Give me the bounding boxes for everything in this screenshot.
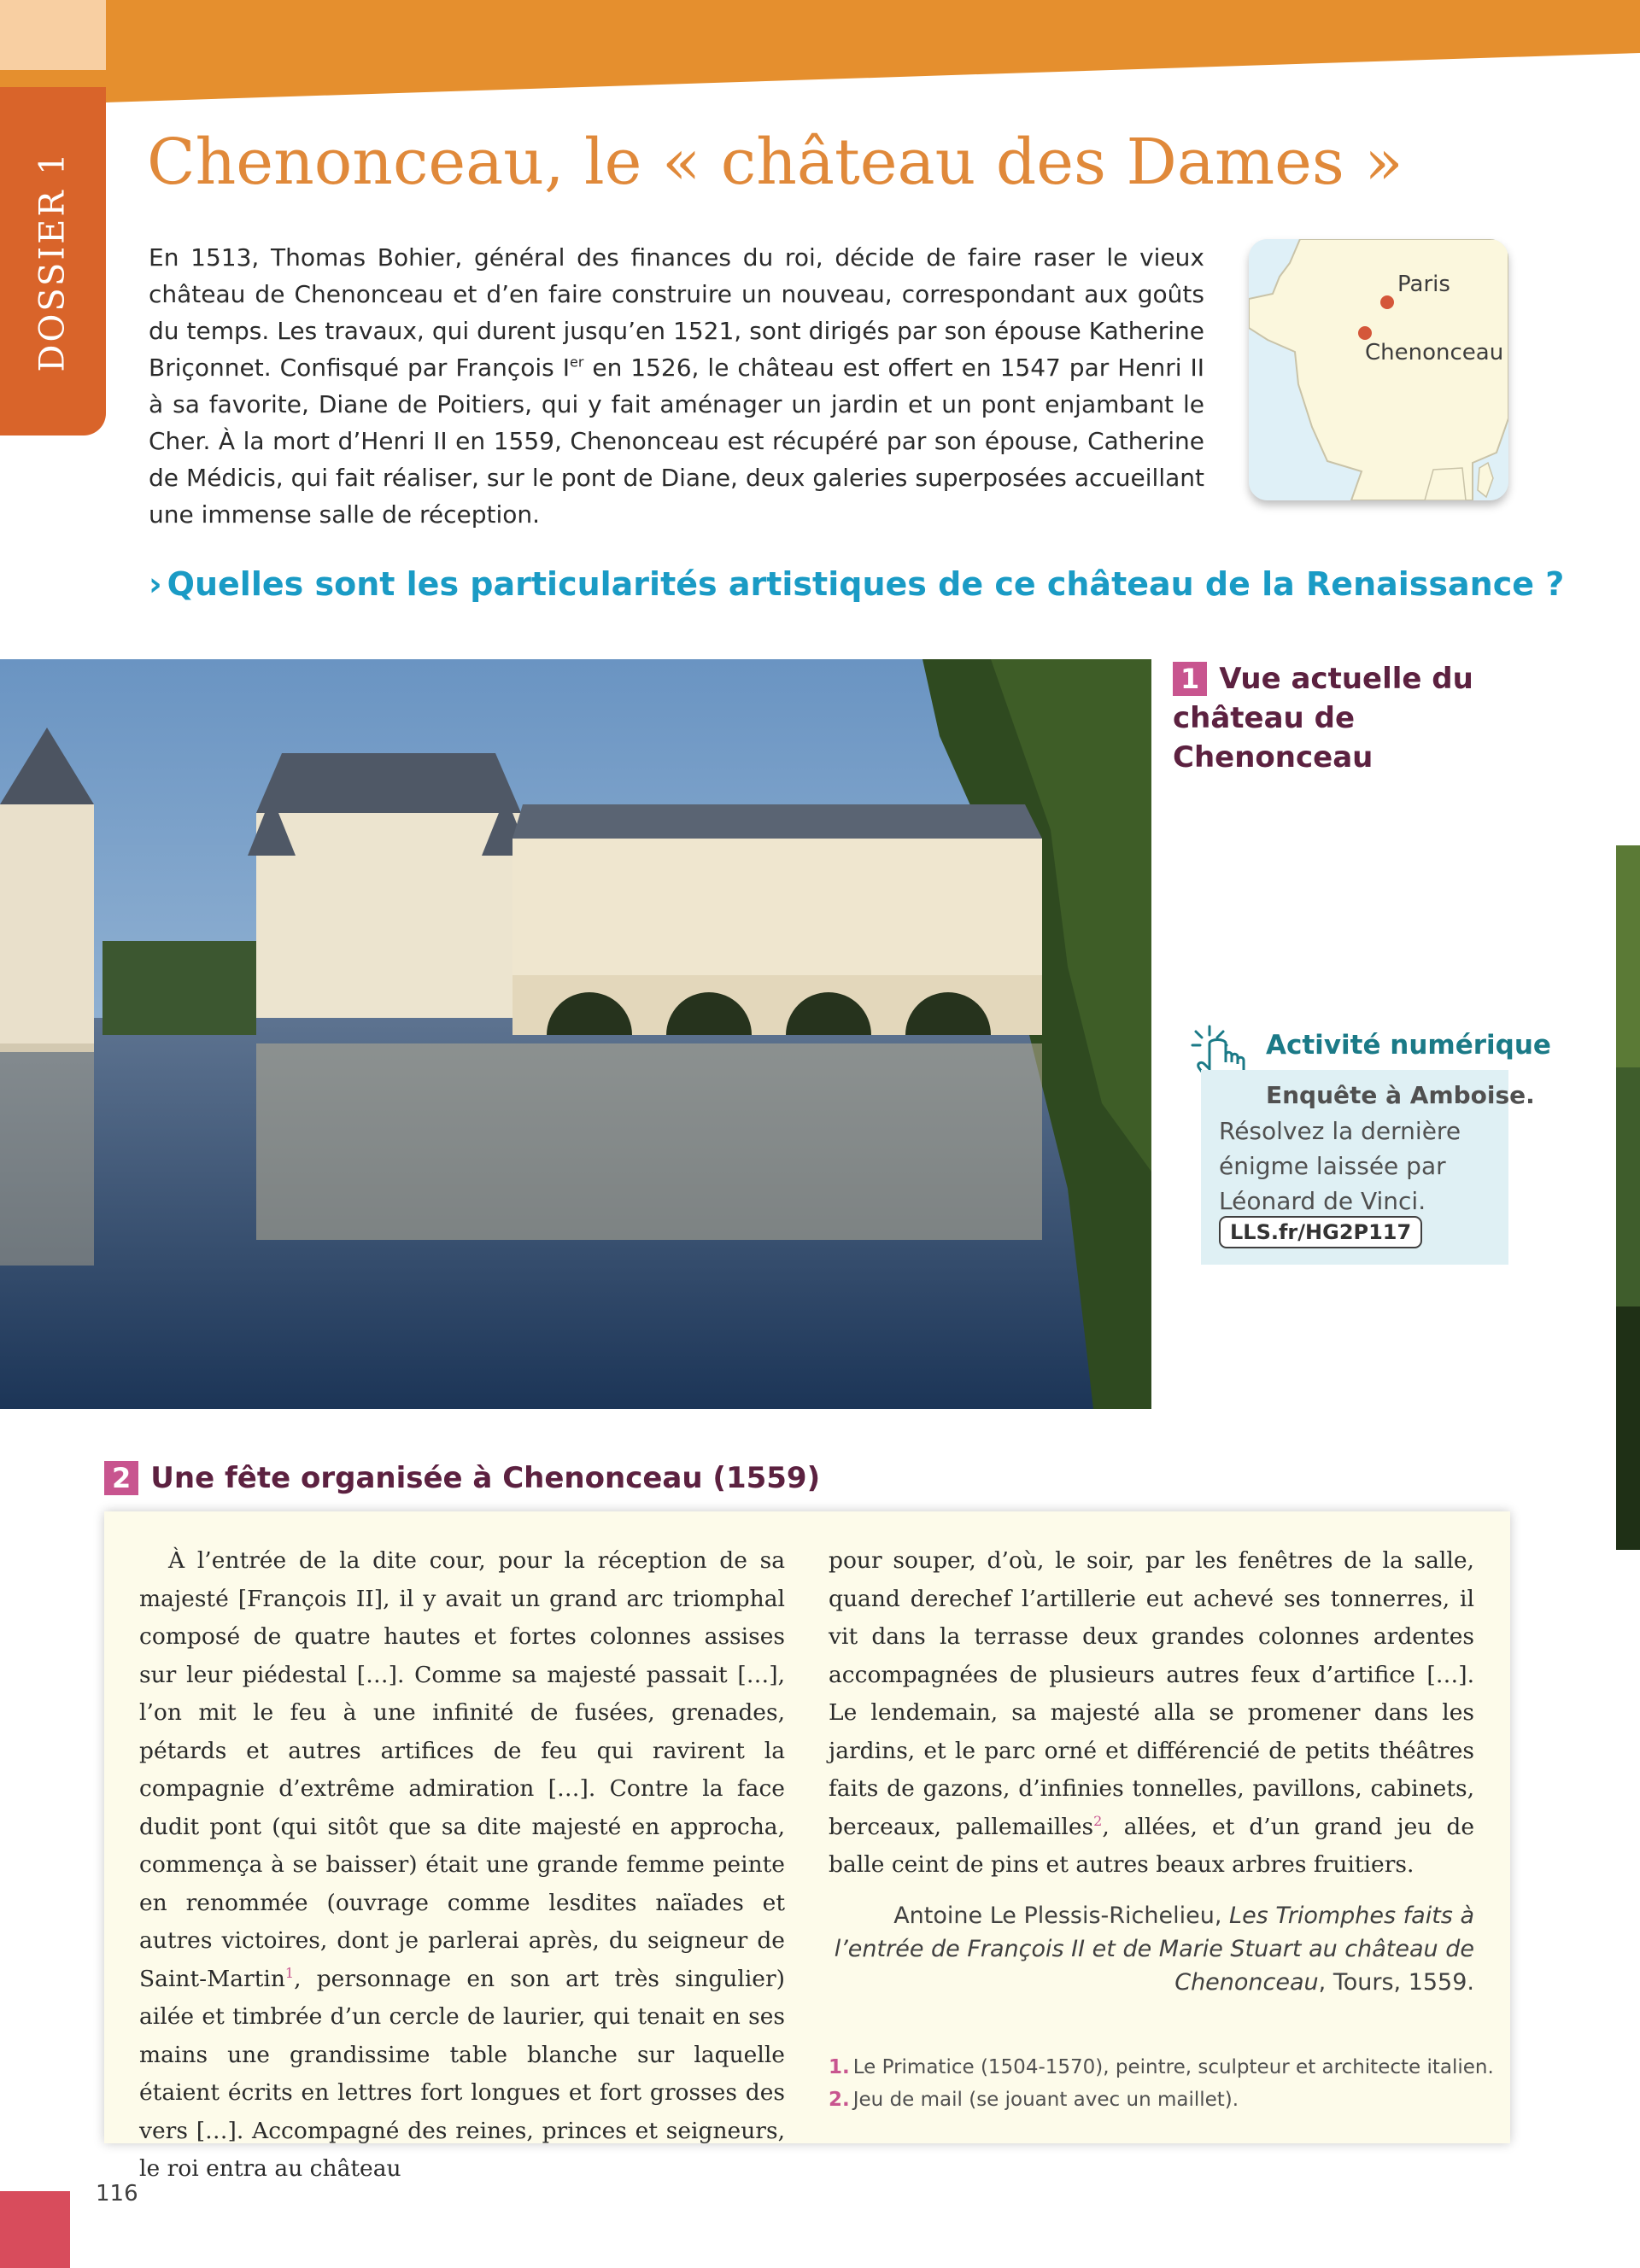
footnote-1-text: Le Primatice (1504-1570), peintre, sculpteur et architecte italien. bbox=[852, 2056, 1494, 2078]
dossier-label-text: DOSSIER 1 bbox=[33, 150, 73, 372]
footnote-2 bbox=[829, 2084, 1503, 2116]
adjacent-page-photo-strip bbox=[1616, 845, 1640, 1550]
doc1-caption-text: Vue actuelle du château de Chenonceau bbox=[1173, 662, 1473, 775]
chevron-right-icon: › bbox=[149, 565, 162, 603]
footnotes bbox=[829, 2051, 1503, 2116]
activity-title: Activité numérique bbox=[1266, 1030, 1551, 1061]
footnote-ref-2: 2 bbox=[1093, 1812, 1103, 1829]
page-number: 116 bbox=[96, 2181, 138, 2207]
doc2-col1-text-a: À l’entrée de la dite cour, pour la réception de sa majesté [François II], il y avait un grand arc triomphal composé de quatre hautes et fortes colonnes assises sur leur piédestal […]. Comme sa majesté passait […], l’on mit le feu à une infinité de fusées, grenades, pétards et autres artifices de feu qui ravirent la compagnie d’extrême admiration […]. Contre la face dudit pont (qui sitôt que sa dite majesté en approcha, commença à se baisser) était une grande femme peinte en renommée (ouvrage comme lesdites naïades et autres victoires, dont je parlerai après, du seigneur de Saint-Martin bbox=[139, 1547, 785, 1992]
doc2-col1-text-b: , personnage en son art très singulier) ailée et timbrée d’un cercle de laurier, qui tenait en ses mains une grandissime table blanche sur laquelle étaient écrits en lettres fort longues et fort grosses des vers […]. Accompagné des reines, princes et seigneurs, le roi entra au château bbox=[139, 1965, 785, 2182]
france-locator-map bbox=[1249, 239, 1508, 500]
activity-subtitle: Enquête à Amboise. bbox=[1266, 1081, 1535, 1109]
citation-author: Antoine Le Plessis-Richelieu, bbox=[893, 1903, 1230, 1929]
doc2-heading-text: Une fête organisée à Chenonceau (1559) bbox=[150, 1461, 821, 1495]
footnote-2-number: 2. bbox=[829, 2089, 850, 2111]
doc2-column-left bbox=[139, 1542, 785, 2189]
question-text: Quelles sont les particularités artistiques de ce château de la Renaissance ? bbox=[167, 565, 1565, 603]
activity-link[interactable]: LLS.fr/HG2P117 bbox=[1219, 1216, 1422, 1248]
page-title: Chenonceau, le « château des Dames » bbox=[147, 126, 1403, 199]
intro-paragraph bbox=[149, 239, 1204, 533]
doc2-citation bbox=[829, 1899, 1474, 1999]
chateau-illustration bbox=[0, 659, 1151, 1409]
france-map-shape bbox=[1249, 239, 1508, 500]
paris-label: Paris bbox=[1397, 272, 1450, 297]
dossier-label bbox=[0, 87, 106, 435]
citation-end: , Tours, 1559. bbox=[1318, 1969, 1474, 1996]
paris-marker bbox=[1380, 295, 1394, 309]
doc1-number-badge: 1 bbox=[1173, 662, 1207, 696]
activity-text: Résolvez la dernière énigme laissée par Léonard de Vinci. bbox=[1219, 1117, 1461, 1215]
top-orange-band bbox=[0, 0, 1640, 102]
citation-work: Les Triomphes faits à l’entrée de François II et de Marie Stuart au château de Chenonceau bbox=[834, 1903, 1474, 1996]
intro-superscript: er bbox=[569, 354, 584, 371]
chenonceau-marker bbox=[1358, 326, 1372, 340]
chenonceau-label: Chenonceau bbox=[1365, 340, 1504, 365]
doc2-column-right bbox=[829, 1542, 1474, 1885]
footnote-1-number: 1. bbox=[829, 2056, 850, 2078]
corner-tab bbox=[0, 0, 106, 70]
intro-text-1: En 1513, Thomas Bohier, général des finances du roi, décide de faire raser le vieux château de Chenonceau et d’en faire construire un nouveau, correspondant aux goûts du temps. Les travaux, qui durent jusqu’en 1521, sont dirigés par son épouse Katherine Briçonnet. Confisqué par François I bbox=[149, 243, 1204, 382]
intro-text-2: en 1526, le château est offert en 1547 par Henri II à sa favorite, Diane de Poitiers, qui y fait aménager un jardin et un pont enjambant le Cher. À la mort d’Henri II en 1559, Chenonceau est récupéré par son épouse, Catherine de Médicis, qui fait réaliser, sur le pont de Diane, deux galeries superposées accueillant une immense salle de réception. bbox=[149, 354, 1205, 529]
doc2-number-badge: 2 bbox=[104, 1461, 138, 1495]
doc2-col2-text-b: , allées, et d’un grand jeu de balle ceint de pins et autres beaux arbres fruitiers. bbox=[829, 1813, 1475, 1878]
footnote-2-text: Jeu de mail (se jouant avec un maillet). bbox=[852, 2089, 1239, 2111]
footnote-1 bbox=[829, 2051, 1503, 2084]
footer-tab bbox=[0, 2191, 70, 2268]
chateau-photo bbox=[0, 659, 1151, 1409]
footnote-ref-1: 1 bbox=[284, 1964, 295, 1981]
doc2-col2-text-a: pour souper, d’où, le soir, par les fenêtres de la salle, quand derechef l’artillerie eut achevé ses tonnerres, il vit dans la terrasse deux grandes colonnes ardentes accompagnées de plusieurs autres feux d’artifice […]. Le lendemain, sa majesté alla se promener dans les jardins, et le parc orné et différencié de petits théâtres faits de gazons, d’infinies tonnelles, pavillons, cabinets, berceaux, pallemailles bbox=[829, 1547, 1474, 1840]
doc1-caption bbox=[1173, 659, 1532, 777]
doc2-heading bbox=[104, 1458, 820, 1498]
guiding-question bbox=[149, 565, 1565, 603]
